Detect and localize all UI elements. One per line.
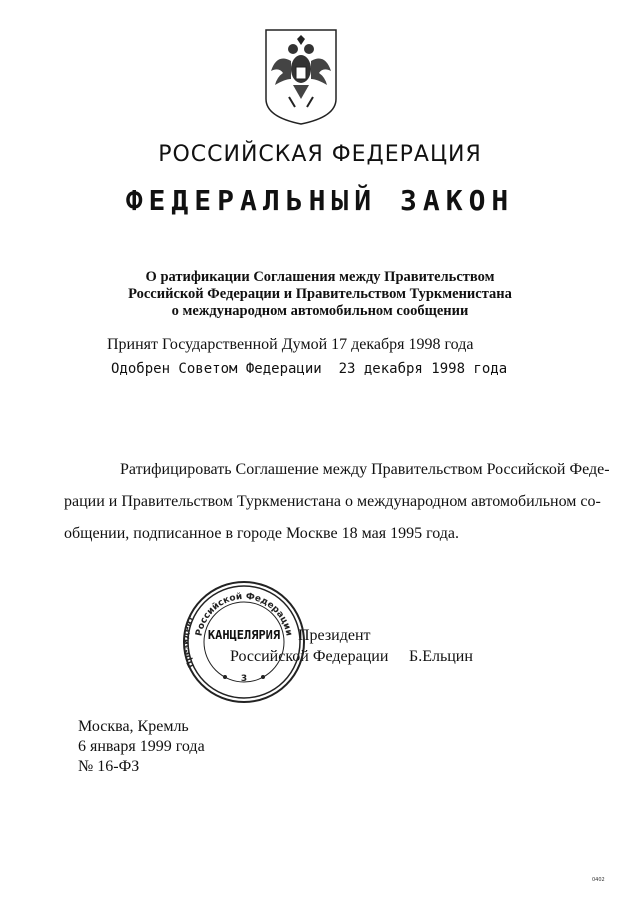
law-title-line: Российской Федерации и Правительством Туркменистана <box>128 286 512 302</box>
signatory-organization: Российской Федерации <box>230 648 389 665</box>
law-title <box>60 269 580 320</box>
body-text-line: рации и Правительством Туркменистана о международном автомобильном со- <box>64 493 601 510</box>
page-corner-mark: 0402 <box>592 877 605 883</box>
law-title-line: О ратификации Соглашения между Правительством <box>145 269 495 285</box>
body-text-line: Ратифицировать Соглашение между Правительством Российской Феде- <box>120 461 610 478</box>
stamp-number: 3 <box>240 674 248 684</box>
official-stamp <box>181 579 307 705</box>
signatory-name: Б.Ельцин <box>409 648 473 665</box>
document-type: ФЕДЕРАЛЬНЫЙ ЗАКОН <box>125 184 515 217</box>
stamp-ring-text: Российской Федерации <box>194 591 294 637</box>
stamp-side-text: Президент <box>181 614 196 670</box>
stamp-center-text: КАНЦЕЛЯРИЯ <box>207 628 281 642</box>
signatory-title: Президент <box>298 627 371 644</box>
signing-place-block <box>78 717 205 777</box>
country-name: РОССИЙСКАЯ ФЕДЕРАЦИЯ <box>158 142 482 167</box>
signing-date: 6 января 1999 года <box>78 738 205 755</box>
coat-of-arms-emblem <box>263 27 339 127</box>
body-text-line: общении, подписанное в городе Москве 18 мая 1995 года. <box>64 525 460 542</box>
law-number: № 16-ФЗ <box>78 758 140 775</box>
adoption-statement: Принят Государственной Думой 17 декабря 1998 года <box>107 336 474 353</box>
svg-text:Президент <box>181 614 196 669</box>
signing-place: Москва, Кремль <box>78 718 189 735</box>
law-title-line: о международном автомобильном сообщении <box>171 303 469 319</box>
approval-statement: Одобрен Советом Федерации 23 декабря 1998 года <box>111 361 508 377</box>
